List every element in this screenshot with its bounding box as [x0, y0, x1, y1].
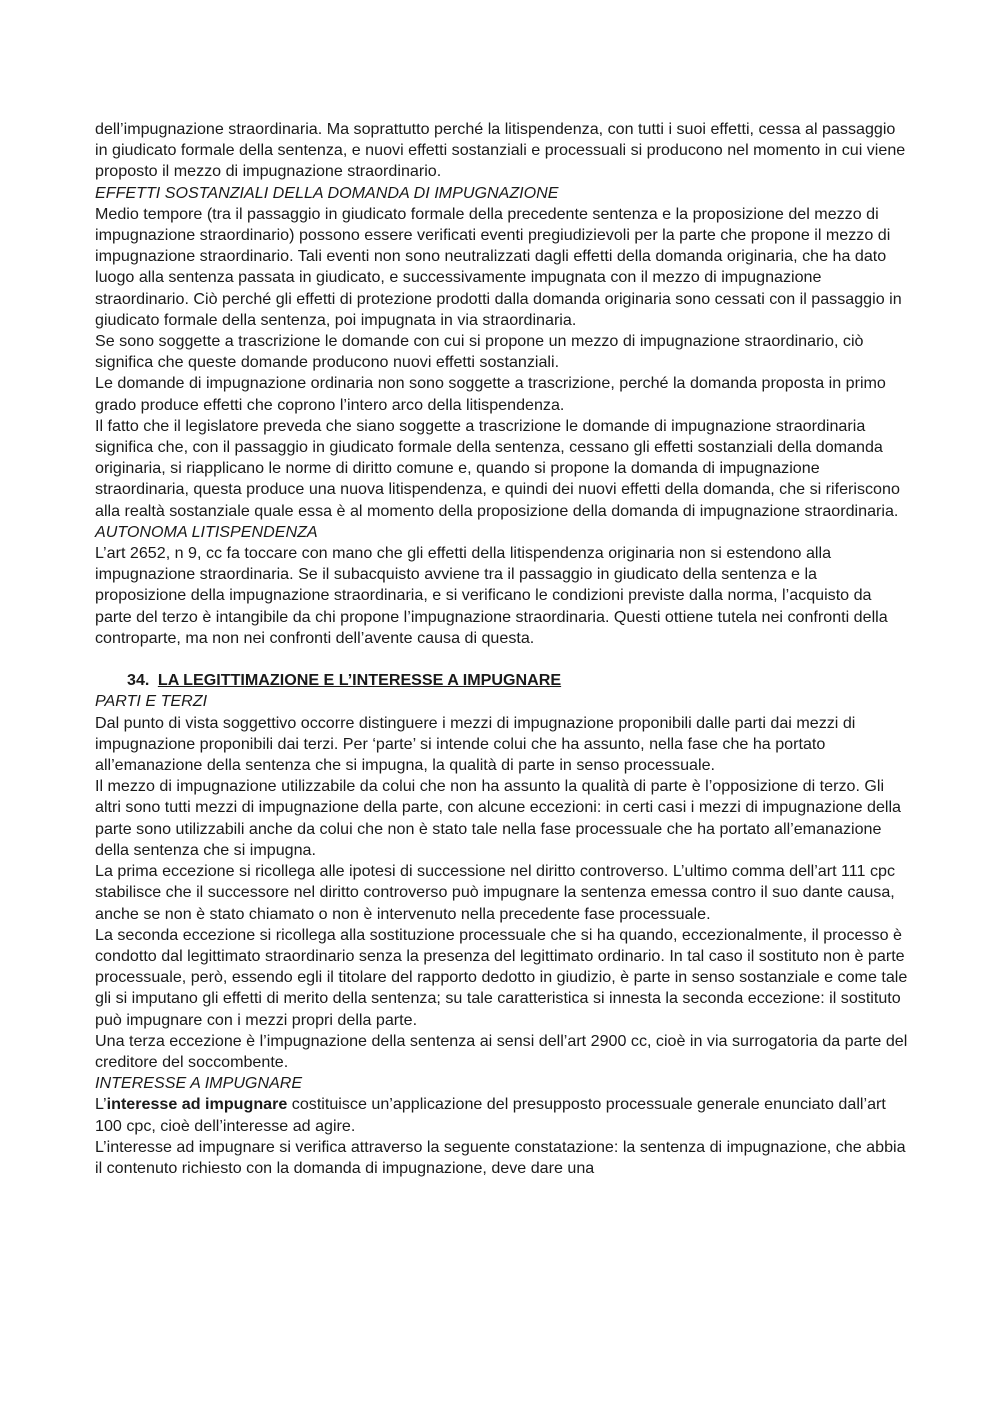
paragraph	[95, 1094, 910, 1136]
paragraph: Il mezzo di impugnazione utilizzabile da colui che non ha assunto la qualità di parte è l’opposizione di terzo. Gli altri sono tutti mezzi di impugnazione della parte, con alcune eccezioni: in certi casi i mezzi di impugnazione della parte sono utilizzabili anche da colui che non è stato tale nella fase processuale che ha portato all’emanazione della sentenza che si impugna.	[95, 777, 901, 859]
subheading-effetti-sostanziali: EFFETTI SOSTANZIALI DELLA DOMANDA DI IMPUGNAZIONE	[95, 183, 559, 202]
paragraph: Le domande di impugnazione ordinaria non sono soggette a trascrizione, perché la domanda proposta in primo grado produce effetti che coprono l’intero arco della litispendenza.	[95, 374, 886, 414]
paragraph: La seconda eccezione si ricollega alla sostituzione processuale che si ha quando, eccezionalmente, il processo è condotto dal legittimato straordinario senza la presenza del legittimato ordinario. In tal caso il sostituto non è parte processuale, però, essendo egli il titolare del rapporto dedotto in giudizio, è parte in senso sostanziale e come tale gli si imputano gli effetti di merito della sentenza; su tale caratteristica si innesta la seconda eccezione: il sostituto può impugnare con i mezzi propri della parte.	[95, 925, 908, 1029]
subheading-parti-e-terzi: PARTI E TERZI	[95, 692, 208, 711]
paragraph: La prima eccezione si ricollega alle ipotesi di successione nel diritto controverso. L’ultimo comma dell’art 111 cpc stabilisce che il successore nel diritto controverso può impugnare la sentenza emessa contro il suo dante causa, anche se non è stato chiamato o non è intervenuto nella precedente fase processuale.	[95, 862, 896, 923]
paragraph: Una terza eccezione è l’impugnazione della sentenza ai sensi dell’art 2900 cc, cioè in via surrogatoria da parte del creditore del soccombente.	[95, 1031, 908, 1071]
section-title: LA LEGITTIMAZIONE E L’INTERESSE A IMPUGNARE	[157, 671, 562, 690]
text-fragment: L’	[95, 1095, 107, 1114]
paragraph: Se sono soggette a trascrizione le domande con cui si propone un mezzo di impugnazione straordinario, ciò significa che queste domande producono nuovi effetti sostanziali.	[95, 332, 864, 372]
subheading-interesse-a-impugnare: INTERESSE A IMPUGNARE	[95, 1074, 303, 1093]
paragraph: dell’impugnazione straordinaria. Ma soprattutto perché la litispendenza, con tutti i suoi effetti, cessa al passaggio in giudicato formale della sentenza, e nuovi effetti sostanziali e processuali si producono nel momento in cui viene proposto il mezzo di impugnazione straordinario.	[95, 120, 906, 181]
paragraph: L’art 2652, n 9, cc fa toccare con mano che gli effetti della litispendenza originaria non si estendono alla impugnazione straordinaria. Se il subacquisto avviene tra il passaggio in giudicato della sentenza e la proposizione della impugnazione straordinaria, e si verificano le condizioni previste dalla norma, l’acquisto da parte del terzo è intangibile da chi propone l’impugnazione straordinaria. Questi ottiene tutela nei confronti della controparte, ma non nei confronti dell’avente causa di questa.	[95, 544, 888, 647]
text-fragment: costituisce un’applicazione del presupposto processuale generale enunciato dall’art 100 cpc, cioè dell’interesse ad agire.	[95, 1095, 886, 1135]
paragraph: Il fatto che il legislatore preveda che siano soggette a trascrizione le domande di impugnazione straordinaria significa che, con il passaggio in giudicato formale della sentenza, cessano gli effetti sostanziali della domanda originaria, si riapplicano le norme di diritto comune e, quando si propone la domanda di impugnazione straordinaria, questa produce una nuova litispendenza, e quindi dei nuovi effetti della domanda, che si riferiscono alla realtà sostanziale quale essa è al momento della proposizione della domanda di impugnazione straordinaria.	[95, 416, 900, 520]
bold-term: interesse ad impugnare	[106, 1095, 288, 1114]
section-number: 34.	[127, 671, 150, 690]
paragraph: Dal punto di vista soggettivo occorre distinguere i mezzi di impugnazione proponibili dalle parti dai mezzi di impugnazione proponibili dai terzi. Per ‘parte’ si intende colui che ha assunto, nella fase che ha portato all’emanazione della sentenza che si impugna, la qualità di parte in senso processuale.	[95, 713, 856, 775]
document-page	[95, 119, 910, 1179]
spacer	[95, 649, 910, 670]
paragraph: L’interesse ad impugnare si verifica attraverso la seguente constatazione: la sentenza di impugnazione, che abbia il contenuto richiesto con la domanda di impugnazione, deve dare una	[95, 1137, 906, 1177]
paragraph: Medio tempore (tra il passaggio in giudicato formale della precedente sentenza e la proposizione del mezzo di impugnazione straordinario) possono essere verificati eventi pregiudizievoli per la parte che propone il mezzo di impugnazione straordinario. Tali eventi non sono neutralizzati dagli effetti della domanda originaria, che ha dato luogo alla sentenza passata in giudicato, e successivamente impugnata con il mezzo di impugnazione straordinario. Ciò perché gli effetti di protezione prodotti dalla domanda originaria sono cessati con il passaggio in giudicato formale della sentenza, poi impugnata in via straordinaria.	[95, 204, 902, 329]
section-heading	[95, 670, 910, 691]
subheading-autonoma-litispendenza: AUTONOMA LITISPENDENZA	[95, 522, 318, 541]
